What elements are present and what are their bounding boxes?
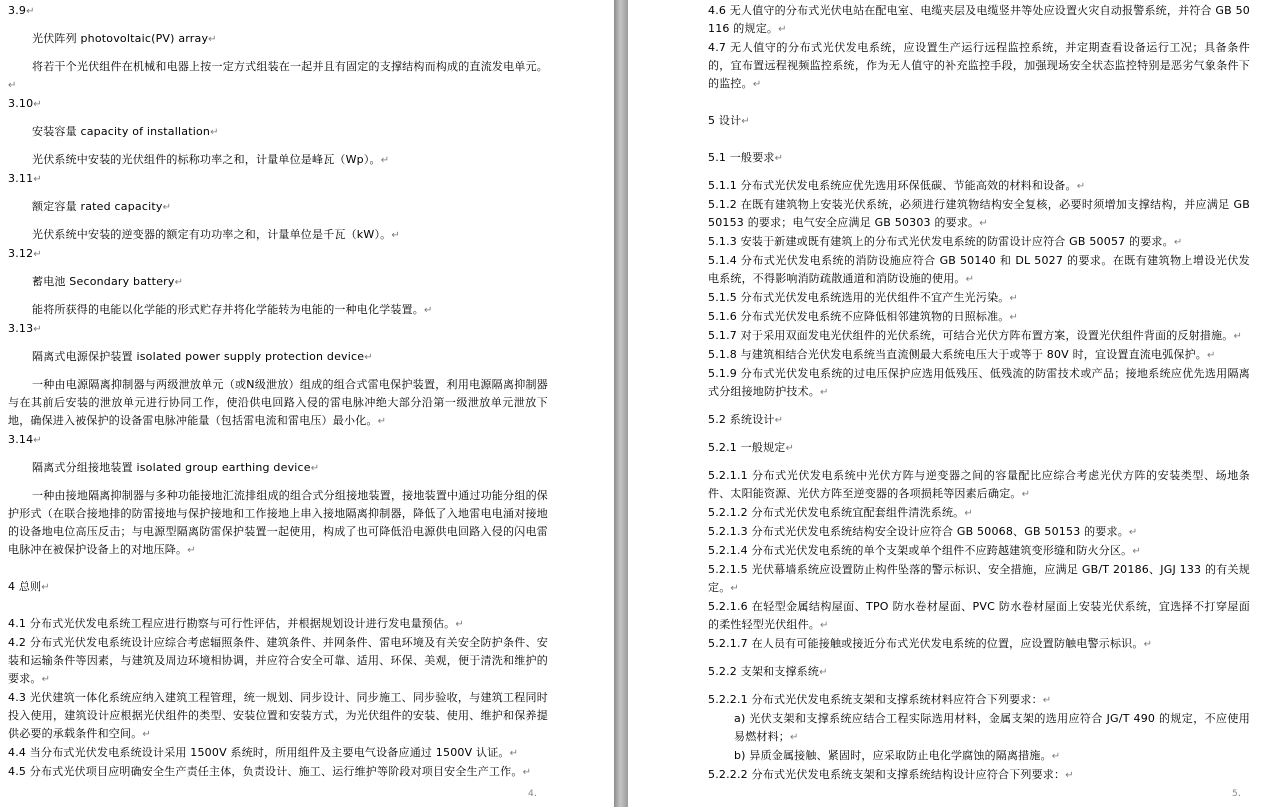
paragraph-mark-icon: ↵	[778, 24, 787, 35]
paragraph-mark-icon: ↵	[730, 583, 739, 594]
text-paragraph	[8, 226, 548, 245]
text-paragraph	[8, 459, 548, 478]
paragraph-mark-icon: ↵	[509, 748, 519, 759]
paragraph-text: 5.1.3 安装于新建或既有建筑上的分布式光伏发电系统的防雷设计应符合 GB 50057 的要求。	[708, 235, 1174, 248]
paragraph-text: 5 设计	[708, 114, 742, 127]
paragraph-text: 4.4 当分布式光伏发电系统设计采用 1500V 系统时，所用组件及主要电气设备应通过 1500V 认证。	[8, 746, 510, 759]
paragraph-mark-icon: ↵	[41, 674, 50, 685]
text-paragraph	[8, 615, 548, 634]
paragraph-mark-icon: ↵	[33, 99, 42, 110]
paragraph-text: 5.1.6 分布式光伏发电系统不应降低相邻建筑物的日照标准。	[708, 310, 1010, 323]
paragraph-mark-icon: ↵	[774, 415, 783, 426]
paragraph-mark-icon: ↵	[174, 277, 183, 288]
paragraph-text: 安装容量 capacity of installation	[32, 125, 211, 138]
text-paragraph	[8, 151, 548, 170]
text-paragraph	[8, 578, 548, 597]
paragraph-text: 将若干个光伏组件在机械和电器上按一定方式组装在一起并且有固定的支撑结构而构成的直流发电单元。	[32, 60, 548, 73]
text-paragraph	[8, 487, 548, 560]
paragraph-mark-icon: ↵	[142, 729, 151, 740]
paragraph-text: 5.2.2.2 分布式光伏发电系统支架和支撑系统结构设计应符合下列要求：	[708, 768, 1066, 781]
text-paragraph	[8, 123, 548, 142]
text-paragraph	[708, 346, 1250, 365]
paragraph-text: 5.2.1.4 分布式光伏发电系统的单个支架或单个组件不应跨越建筑变形缝和防火分区。	[708, 544, 1133, 557]
paragraph-mark-icon: ↵	[1021, 489, 1030, 500]
paragraph-text: 4.1 分布式光伏发电系统工程应进行勘察与可行性评估，并根据规划设计进行发电量预估。	[8, 617, 456, 630]
text-paragraph	[708, 177, 1250, 196]
text-paragraph	[8, 58, 548, 95]
paragraph-text: 一种由接地隔离抑制器与多种功能接地汇流排组成的组合式分组接地装置，接地装置中通过功能分组的保护形式（在联合接地排的防雷接地与保护接地和工作接地上串入接地隔离抑制器，降低了入地雷电电涌对接地的设备地电位高压反击；与电源型隔离防雷保护装置一起使用，构成了也可降低沿电源供电回路入侵的闪电雷电脉冲在被保护设备上的对地压降。	[8, 489, 548, 556]
paragraph-mark-icon: ↵	[33, 435, 42, 446]
paragraph-text: 5.2.1.7 在人员有可能接触或接近分布式光伏发电系统的位置，应设置防触电警示标识。	[708, 637, 1144, 650]
page-number-right: 5.	[1232, 788, 1241, 799]
text-paragraph	[708, 467, 1250, 504]
paragraph-mark-icon: ↵	[41, 582, 50, 593]
text-paragraph	[8, 634, 548, 689]
text-paragraph	[708, 439, 1250, 458]
paragraph-text: 5.2.1.3 分布式光伏发电系统结构安全设计应符合 GB 50068、GB 50153 的要求。	[708, 525, 1129, 538]
text-paragraph	[708, 308, 1250, 327]
text-paragraph	[708, 598, 1250, 635]
paragraph-text: 能将所获得的电能以化学能的形式贮存并将化学能转为电能的一种电化学装置。	[32, 303, 424, 316]
paragraph-text: 3.9	[8, 4, 27, 17]
paragraph-text: 4.6 无人值守的分布式光伏电站在配电室、电缆夹层及电缆竖井等处应设置火灾自动报警系统，并符合 GB 50116 的规定。	[708, 4, 1250, 35]
paragraph-mark-icon: ↵	[964, 508, 973, 519]
text-paragraph	[8, 689, 548, 744]
text-paragraph	[708, 252, 1250, 289]
paragraph-text: 光伏系统中安装的光伏组件的标称功率之和，计量单位是峰瓦（Wp）。	[32, 153, 381, 166]
text-paragraph	[708, 112, 1250, 131]
text-paragraph	[708, 2, 1250, 39]
text-paragraph	[8, 301, 548, 320]
paragraph-text: 蓄电池 Secondary battery	[32, 275, 175, 288]
paragraph-mark-icon: ↵	[790, 732, 799, 743]
text-paragraph	[708, 504, 1250, 523]
text-paragraph	[8, 744, 548, 763]
text-paragraph	[8, 170, 548, 189]
paragraph-mark-icon: ↵	[820, 620, 829, 631]
paragraph-mark-icon: ↵	[785, 443, 794, 454]
paragraph-mark-icon: ↵	[33, 249, 42, 260]
text-paragraph	[8, 2, 548, 21]
text-paragraph	[708, 691, 1250, 710]
paragraph-text: 5.2.1 一般规定	[708, 441, 786, 454]
paragraph-text: b) 异质金属接触、紧固时，应采取防止电化学腐蚀的隔离措施。	[734, 749, 1052, 762]
text-paragraph	[8, 95, 548, 114]
text-paragraph	[708, 766, 1250, 785]
paragraph-mark-icon: ↵	[33, 174, 42, 185]
paragraph-mark-icon: ↵	[377, 416, 386, 427]
paragraph-mark-icon: ↵	[1051, 751, 1061, 762]
paragraph-mark-icon: ↵	[1128, 527, 1138, 538]
text-paragraph	[708, 365, 1250, 402]
paragraph-text: 5.2.2.1 分布式光伏发电系统支架和支撑系统材料应符合下列要求：	[708, 693, 1043, 706]
paragraph-mark-icon: ↵	[1143, 639, 1152, 650]
paragraph-mark-icon: ↵	[1009, 312, 1018, 323]
page-right-content	[708, 2, 1250, 785]
text-paragraph	[8, 431, 548, 450]
paragraph-text: a) 光伏支架和支撑系统应结合工程实际选用材料，金属支架的选用应符合 JG/T 490 的规定，不应使用易燃材料；	[734, 712, 1250, 743]
paragraph-text: 隔离式分组接地装置 isolated group earthing device	[32, 461, 311, 474]
text-paragraph	[708, 523, 1250, 542]
text-paragraph	[708, 233, 1250, 252]
text-paragraph	[708, 542, 1250, 561]
paragraph-mark-icon: ↵	[455, 619, 464, 630]
document-page-left	[0, 0, 614, 807]
paragraph-mark-icon: ↵	[1207, 350, 1216, 361]
text-paragraph	[708, 196, 1250, 233]
text-paragraph	[8, 763, 548, 782]
paragraph-text: 3.12	[8, 247, 34, 260]
paragraph-mark-icon: ↵	[162, 202, 171, 213]
text-paragraph	[8, 245, 548, 264]
paragraph-mark-icon: ↵	[752, 79, 762, 90]
paragraph-text: 5.2.1.1 分布式光伏发电系统中光伏方阵与逆变器之间的容量配比应综合考虑光伏方阵的安装类型、场地条件、太阳能资源、光伏方阵至逆变器的各项损耗等因素后确定。	[708, 469, 1250, 500]
text-paragraph	[708, 149, 1250, 168]
paragraph-text: 3.14	[8, 433, 34, 446]
text-paragraph	[708, 710, 1250, 747]
paragraph-text: 额定容量 rated capacity	[32, 200, 163, 213]
paragraph-text: 4.5 分布式光伏项目应明确安全生产责任主体，负责设计、施工、运行维护等阶段对项目安全生产工作。	[8, 765, 523, 778]
paragraph-mark-icon: ↵	[1173, 237, 1183, 248]
paragraph-mark-icon: ↵	[208, 34, 217, 45]
paragraph-text: 5.1.2 在既有建筑物上安装光伏系统，必须进行建筑物结构安全复核，必要时须增加支撑结构，并应满足 GB 50153 的要求；电气安全应满足 GB 50303 的要求。	[708, 198, 1250, 229]
text-paragraph	[708, 289, 1250, 308]
text-paragraph	[708, 327, 1250, 346]
paragraph-text: 5.1.9 分布式光伏发电系统的过电压保护应选用低残压、低残流的防雷技术或产品；接地系统应优先选用隔离式分组接地防护技术。	[708, 367, 1250, 398]
paragraph-mark-icon: ↵	[1233, 331, 1242, 342]
document-page-right	[628, 0, 1287, 807]
paragraph-text: 光伏阵列 photovoltaic(PV) array	[32, 32, 209, 45]
paragraph-text: 5.2.1.6 在轻型金属结构屋面、TPO 防水卷材屋面、PVC 防水卷材屋面上安装光伏系统，宜选择不打穿屋面的柔性轻型光伏组件。	[708, 600, 1250, 631]
text-paragraph	[8, 320, 548, 339]
paragraph-mark-icon: ↵	[364, 352, 373, 363]
paragraph-mark-icon: ↵	[26, 6, 35, 17]
paragraph-mark-icon: ↵	[33, 324, 42, 335]
page-gutter	[614, 0, 628, 807]
paragraph-text: 5.1.4 分布式光伏发电系统的消防设施应符合 GB 50140 和 DL 5027 的要求。在既有建筑物上增设光伏发电系统，不得影响消防疏散通道和消防设施的使用。	[708, 254, 1250, 285]
paragraph-mark-icon: ↵	[187, 545, 196, 556]
paragraph-text: 一种由电源隔离抑制器与两级泄放单元（或N级泄放）组成的组合式雷电保护装置，利用电源隔离抑制器与在其前后安装的泄放单元进行协同工作，使沿供电回路入侵的雷电脉冲绝大部分沿第一级泄放单元泄放下地，确保进入被保护的设备雷电脉冲能量（包括雷电流和雷电压）最小化。	[8, 378, 548, 427]
paragraph-text: 5.1.8 与建筑相结合光伏发电系统当直流侧最大系统电压大于或等于 80V 时，宜设置直流电弧保护。	[708, 348, 1207, 361]
paragraph-mark-icon: ↵	[8, 80, 17, 91]
text-paragraph	[708, 747, 1250, 766]
text-paragraph	[708, 663, 1250, 682]
paragraph-mark-icon: ↵	[380, 155, 390, 166]
text-paragraph	[8, 273, 548, 292]
paragraph-text: 5.1.1 分布式光伏发电系统应优先选用环保低碳、节能高效的材料和设备。	[708, 179, 1077, 192]
paragraph-mark-icon: ↵	[741, 116, 750, 127]
paragraph-mark-icon: ↵	[965, 274, 974, 285]
paragraph-mark-icon: ↵	[820, 387, 829, 398]
paragraph-text: 4.3 光伏建筑一体化系统应纳入建筑工程管理，统一规划、同步设计、同步施工、同步验收，与建筑工程同时投入使用，建筑设计应根据光伏组件的类型、安装位置和安装方式，为光伏组件的安装、使用、维护和保养提供必要的承载条件和空间。	[8, 691, 548, 740]
paragraph-mark-icon: ↵	[391, 230, 400, 241]
paragraph-text: 3.10	[8, 97, 34, 110]
paragraph-text: 光伏系统中安装的逆变器的额定有功功率之和，计量单位是千瓦（kW）。	[32, 228, 392, 241]
text-paragraph	[708, 635, 1250, 654]
paragraph-text: 4.7 无人值守的分布式光伏发电系统，应设置生产运行远程监控系统，并定期查看设备运行工况；具备条件的，宜布置远程视频监控系统，作为无人值守的补充监控手段，加强现场安全状态监控特别是恶劣气象条件下的监控。	[708, 41, 1250, 90]
text-paragraph	[8, 30, 548, 49]
page-left-content	[8, 2, 548, 782]
paragraph-text: 3.11	[8, 172, 34, 185]
paragraph-mark-icon: ↵	[1042, 695, 1052, 706]
text-paragraph	[8, 348, 548, 367]
paragraph-text: 5.2.1.2 分布式光伏发电系统宜配套组件清洗系统。	[708, 506, 965, 519]
paragraph-mark-icon: ↵	[1076, 181, 1086, 192]
text-paragraph	[708, 39, 1250, 94]
paragraph-mark-icon: ↵	[210, 127, 219, 138]
paragraph-text: 5.1 一般要求	[708, 151, 775, 164]
paragraph-text: 4.2 分布式光伏发电系统设计应综合考虑辐照条件、建筑条件、并网条件、雷电环境及有关安全防护条件、安装和运输条件等因素，与建筑及周边环境相协调，并应符合安全可靠、适用、环保、美观，便于清洗和维护的要求。	[8, 636, 548, 685]
text-paragraph	[708, 411, 1250, 430]
paragraph-mark-icon: ↵	[424, 305, 433, 316]
paragraph-mark-icon: ↵	[819, 667, 828, 678]
text-paragraph	[708, 561, 1250, 598]
paragraph-mark-icon: ↵	[1065, 770, 1074, 781]
paragraph-mark-icon: ↵	[522, 767, 531, 778]
paragraph-mark-icon: ↵	[774, 153, 783, 164]
page-number-left: 4.	[528, 788, 537, 799]
paragraph-text: 5.2 系统设计	[708, 413, 775, 426]
paragraph-text: 5.1.5 分布式光伏发电系统选用的光伏组件不宜产生光污染。	[708, 291, 1010, 304]
paragraph-mark-icon: ↵	[1009, 293, 1018, 304]
paragraph-mark-icon: ↵	[310, 463, 320, 474]
text-paragraph	[8, 198, 548, 217]
paragraph-text: 4 总则	[8, 580, 42, 593]
text-paragraph	[8, 376, 548, 431]
paragraph-text: 5.2.1.5 光伏幕墙系统应设置防止构件坠落的警示标识、安全措施，应满足 GB/T 20186、JGJ 133 的有关规定。	[708, 563, 1250, 594]
paragraph-text: 3.13	[8, 322, 34, 335]
paragraph-mark-icon: ↵	[979, 218, 988, 229]
paragraph-text: 5.2.2 支架和支撑系统	[708, 665, 820, 678]
paragraph-mark-icon: ↵	[1132, 546, 1141, 557]
paragraph-text: 隔离式电源保护装置 isolated power supply protection device	[32, 350, 365, 363]
paragraph-text: 5.1.7 对于采用双面发电光伏组件的光伏系统，可结合光伏方阵布置方案，设置光伏组件背面的反射措施。	[708, 329, 1234, 342]
